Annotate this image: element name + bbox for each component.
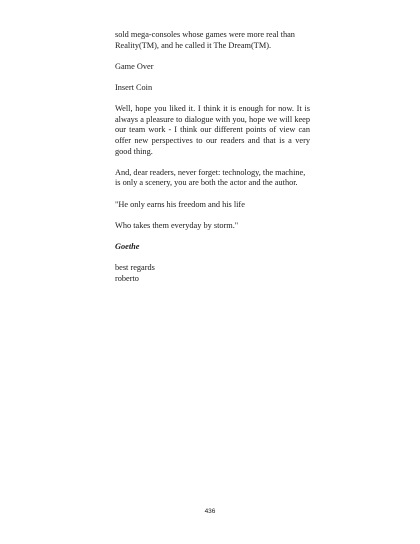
quote-line-2: Who takes them everyday by storm." bbox=[115, 220, 239, 230]
paragraph-closing-remarks: Well, hope you liked it. I think it is enough for now. It is always a pleasure to dialogue with you, hope we will keep our team work - I think our different points of view can offer new perspectives to our readers and that is a very good thing. bbox=[115, 104, 310, 156]
body-text bbox=[115, 30, 310, 284]
closing-regards: best regards bbox=[115, 263, 155, 273]
paragraph-game-over: Game Over bbox=[115, 61, 154, 71]
author-name: roberto bbox=[115, 273, 139, 283]
page-number: 436 bbox=[204, 508, 216, 515]
quote-attribution: Goethe bbox=[115, 241, 140, 251]
quote-line-1: "He only earns his freedom and his life bbox=[115, 199, 245, 209]
paragraph-dream: sold mega-consoles whose games were more real than Reality(TM), and he called it The Dream(TM). bbox=[115, 30, 295, 50]
paragraph-dear-readers: And, dear readers, never forget: technology, the machine, is only a scenery, you are both the actor and the author. bbox=[115, 167, 306, 188]
paragraph-insert-coin: Insert Coin bbox=[115, 82, 153, 92]
